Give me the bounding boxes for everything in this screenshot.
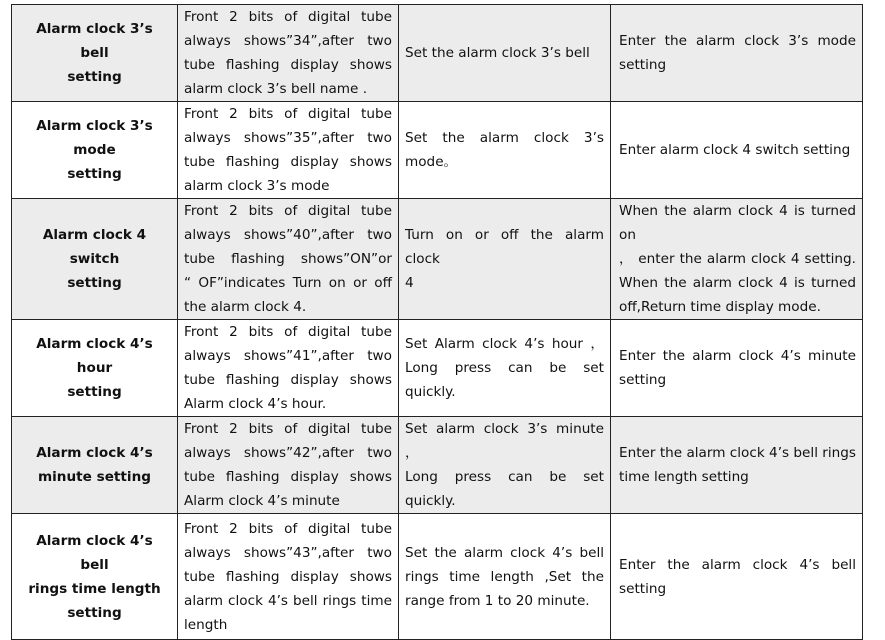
setting-name-cell: [12, 199, 178, 320]
function-cell: [399, 320, 611, 417]
next-step-cell-line: time length setting: [619, 469, 749, 485]
next-step-cell: [611, 514, 863, 640]
setting-name-cell-line: Alarm clock 4’s hour: [36, 336, 153, 376]
setting-name-cell: [12, 514, 178, 640]
table-row: [12, 5, 863, 102]
next-step-cell: [611, 199, 863, 320]
function-cell-line: Set the alarm clock 3’s bell: [405, 45, 590, 61]
setting-name-cell-line: Alarm clock 4 switch: [42, 227, 147, 267]
display-description-cell: [178, 514, 399, 640]
table-row: [12, 320, 863, 417]
setting-name-cell-line: Alarm clock 4’s bell: [36, 532, 153, 573]
display-description-cell-line: Front 2 bits of digital tube: [184, 106, 392, 122]
setting-name-cell-line: setting: [67, 604, 122, 621]
next-step-cell: [611, 5, 863, 102]
function-cell-line: 4: [405, 275, 414, 291]
display-description-cell-line: always shows”41”,after two: [184, 348, 392, 364]
function-cell: [399, 5, 611, 102]
function-cell-line: range from 1 to 20 minute.: [405, 592, 590, 609]
function-cell: [399, 199, 611, 320]
table-row: [12, 514, 863, 640]
display-description-cell-line: alarm clock 4’s bell rings time: [184, 592, 392, 609]
display-description-cell: [178, 199, 399, 320]
function-cell: [399, 514, 611, 640]
display-description-cell-line: tube flashing display shows: [184, 372, 392, 388]
display-description-cell-line: “ OF”indicates Turn on or off: [184, 275, 392, 291]
next-step-cell-line: setting: [619, 372, 667, 388]
setting-name-cell-line: Alarm clock 3’s bell: [36, 21, 153, 61]
table-row: [12, 417, 863, 514]
display-description-cell-line: Alarm clock 4’s hour.: [184, 396, 327, 412]
function-cell-line: Set alarm clock 3’s minute ，: [405, 421, 604, 461]
setting-name-cell-line: setting: [67, 275, 122, 291]
setting-name-cell-line: Alarm clock 4’s: [36, 445, 153, 461]
function-cell-line: Set the alarm clock 3’s mode。: [405, 130, 604, 170]
function-cell: [399, 417, 611, 514]
next-step-cell-line: Enter the alarm clock 4’s minute: [619, 348, 856, 364]
display-description-cell-line: tube flashing display shows: [184, 469, 392, 485]
display-description-cell-line: always shows”34”,after two: [184, 33, 392, 49]
display-description-cell-line: length: [184, 616, 228, 633]
function-cell: [399, 102, 611, 199]
next-step-cell-line: Enter the alarm clock 3’s mode: [619, 33, 856, 49]
setting-name-cell: [12, 5, 178, 102]
table-body: [12, 5, 863, 640]
next-step-cell-line: ， enter the alarm clock 4 setting.: [619, 251, 856, 267]
setting-name-cell: [12, 102, 178, 199]
next-step-cell: [611, 102, 863, 199]
table-row: [12, 102, 863, 199]
display-description-cell-line: always shows”40”,after two: [184, 227, 392, 243]
display-description-cell-line: tube flashing display shows: [184, 568, 392, 585]
display-description-cell-line: the alarm clock 4.: [184, 299, 307, 315]
display-description-cell-line: Front 2 bits of digital tube: [184, 9, 392, 25]
display-description-cell-line: alarm clock 3’s mode: [184, 178, 330, 194]
setting-name-cell-line: setting: [67, 166, 122, 182]
display-description-cell-line: Alarm clock 4’s minute: [184, 493, 340, 509]
next-step-cell: [611, 320, 863, 417]
display-description-cell-line: Front 2 bits of digital tube: [184, 421, 392, 437]
function-cell-line: Set the alarm clock 4’s bell: [405, 544, 604, 561]
next-step-cell-line: Enter the alarm clock 4’s bell setting: [619, 556, 856, 597]
display-description-cell-line: always shows”43”,after two: [184, 544, 392, 561]
display-description-cell-line: alarm clock 3’s bell name .: [184, 81, 368, 97]
display-description-cell-line: Front 2 bits of digital tube: [184, 203, 392, 219]
setting-name-cell-line: minute setting: [37, 469, 151, 485]
setting-name-cell-line: setting: [67, 384, 122, 400]
display-description-cell-line: Front 2 bits of digital tube: [184, 520, 392, 537]
function-cell-line: Set Alarm clock 4’s hour ，: [405, 336, 604, 352]
setting-name-cell-line: Alarm clock 3’s mode: [36, 118, 153, 158]
display-description-cell-line: always shows”35”,after two: [184, 130, 392, 146]
setting-name-cell: [12, 417, 178, 514]
function-cell-line: Long press can be set quickly.: [405, 360, 604, 400]
next-step-cell-line: Enter alarm clock 4 switch setting: [619, 142, 851, 158]
setting-name-cell: [12, 320, 178, 417]
next-step-cell-line: Enter the alarm clock 4’s bell rings: [619, 445, 856, 461]
display-description-cell: [178, 320, 399, 417]
display-description-cell-line: tube flashing shows”ON”or: [184, 251, 392, 267]
next-step-cell-line: When the alarm clock 4 is turned: [619, 275, 856, 291]
next-step-cell: [611, 417, 863, 514]
settings-table: [11, 4, 863, 640]
table-row: [12, 199, 863, 320]
next-step-cell-line: setting: [619, 57, 667, 73]
display-description-cell-line: Front 2 bits of digital tube: [184, 324, 392, 340]
next-step-cell-line: When the alarm clock 4 is turned on: [619, 203, 856, 243]
setting-name-cell-line: rings time length: [28, 580, 161, 597]
display-description-cell: [178, 5, 399, 102]
display-description-cell: [178, 102, 399, 199]
next-step-cell-line: off,Return time display mode.: [619, 299, 821, 315]
function-cell-line: Turn on or off the alarm clock: [405, 227, 604, 267]
display-description-cell-line: tube flashing display shows: [184, 154, 392, 170]
function-cell-line: Long press can be set quickly.: [405, 469, 604, 509]
setting-name-cell-line: setting: [67, 69, 122, 85]
function-cell-line: rings time length ,Set the: [405, 568, 604, 585]
display-description-cell-line: always shows”42”,after two: [184, 445, 392, 461]
display-description-cell: [178, 417, 399, 514]
display-description-cell-line: tube flashing display shows: [184, 57, 392, 73]
